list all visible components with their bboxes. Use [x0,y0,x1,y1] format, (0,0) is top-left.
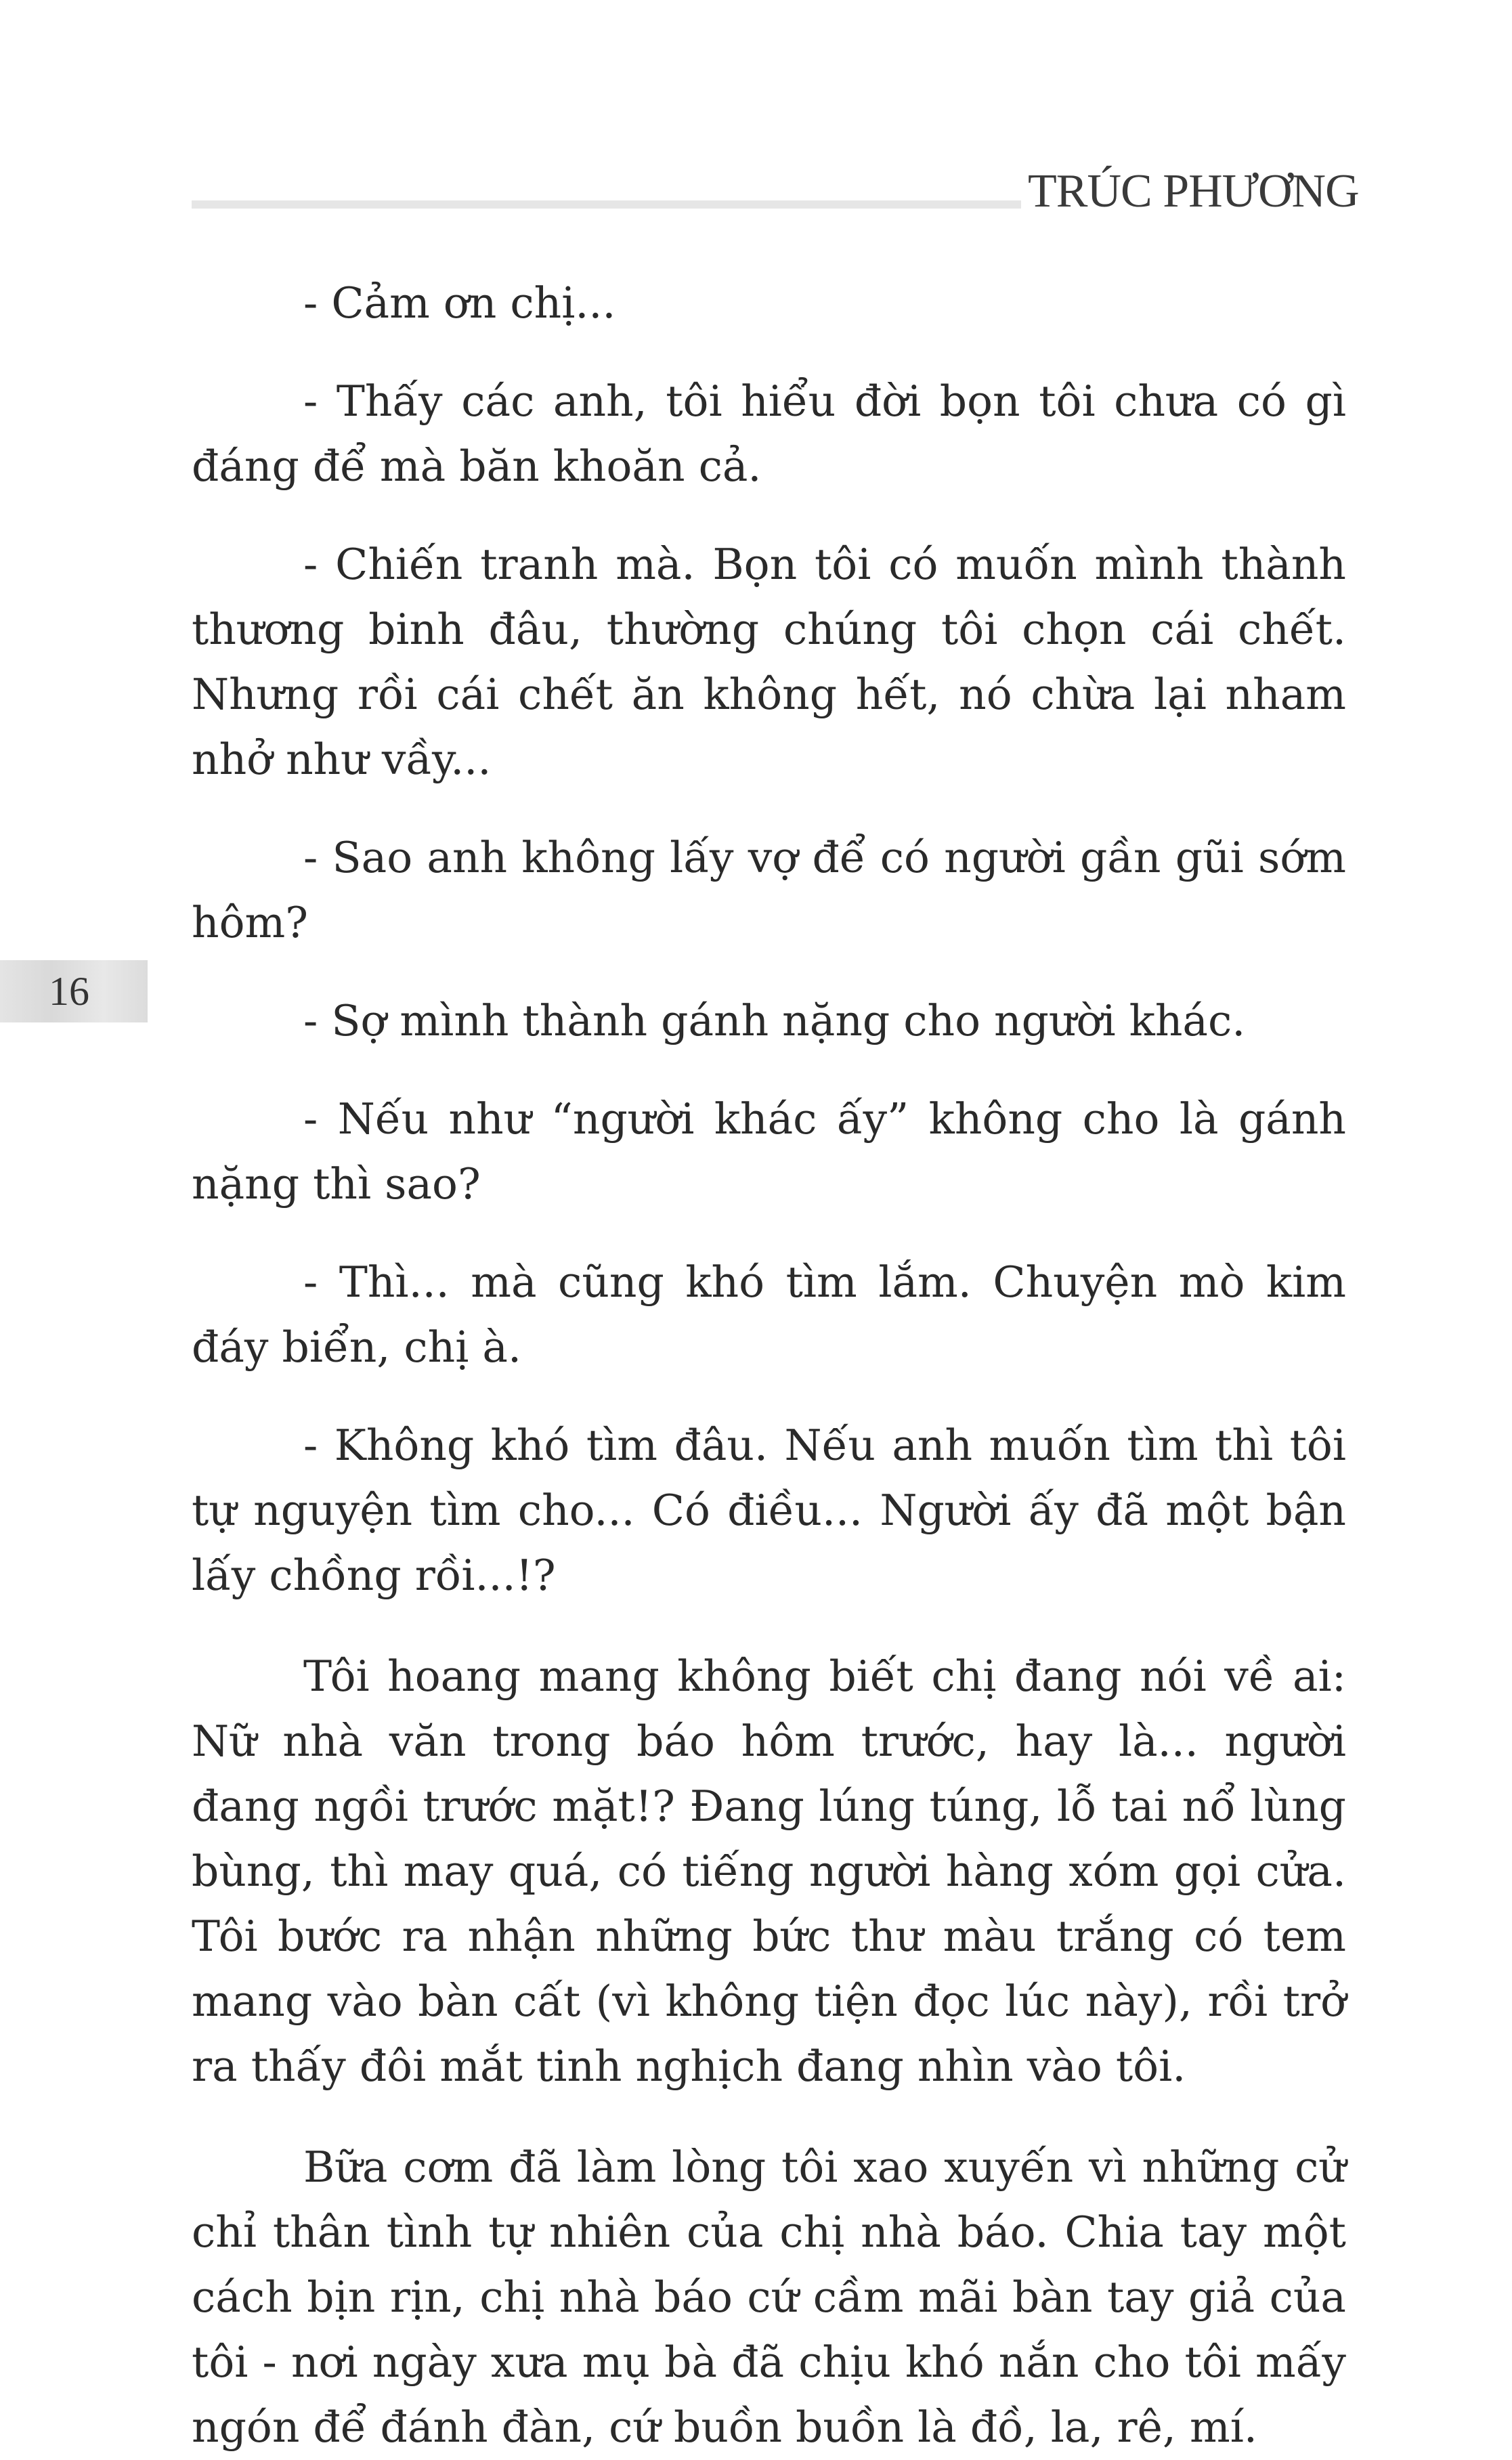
paragraph-4: - Sao anh không lấy vợ để có người gần gũi sớm hôm? [192,833,1346,947]
paragraph-6: - Nếu như “người khác ấy” không cho là gánh nặng thì sao? [192,1094,1346,1209]
paragraph-7: - Thì... mà cũng khó tìm lắm. Chuyện mò kim đáy biển, chị à. [192,1257,1346,1372]
paragraph-9: Tôi hoang mang không biết chị đang nói về ai: Nữ nhà văn trong báo hôm trước, hay là... người đang ngồi trước mặt!? Đang lúng túng, lỗ tai nổ lùng bùng, thì may quá, có tiếng người hàng xóm gọi cửa. Tôi bước ra nhận những bức thư màu trắng có tem mang vào bàn cất (vì không tiện đọc lúc này), rồi trở ra thấy đôi mắt tinh nghịch đang nhìn vào tôi. [192,1652,1346,2091]
header-rule [192,200,1021,209]
paragraph-5: - Sợ mình thành gánh nặng cho người khác. [303,996,1246,1045]
paragraph-2: - Thấy các anh, tôi hiểu đời bọn tôi chưa có gì đáng để mà băn khoăn cả. [192,376,1346,491]
paragraph-1: - Cảm ơn chị... [303,278,616,328]
page-number: 16 [49,969,89,1014]
paragraph-10: Bữa cơm đã làm lòng tôi xao xuyến vì những cử chỉ thân tình tự nhiên của chị nhà báo. Chia tay một cách bịn rịn, chị nhà báo cứ cầm mãi bàn tay giả của tôi - nơi ngày xưa mụ bà đã chịu khó nắn cho tôi mấy ngón để đánh đàn, cứ buồn buồn là đồ, la, rê, mí. [192,2142,1346,2452]
running-head-title: TRÚC PHƯƠNG [1028,165,1359,217]
paragraph-3: - Chiến tranh mà. Bọn tôi có muốn mình thành thương binh đâu, thường chúng tôi chọn cái chết. Nhưng rồi cái chết ăn không hết, nó chừa lại nham nhở như vầy... [192,540,1346,784]
paragraph-8: - Không khó tìm đâu. Nếu anh muốn tìm thì tôi tự nguyện tìm cho... Có điều... Người ấy đã một bận lấy chồng rồi...!? [192,1421,1346,1600]
body-text [192,271,1346,2460]
